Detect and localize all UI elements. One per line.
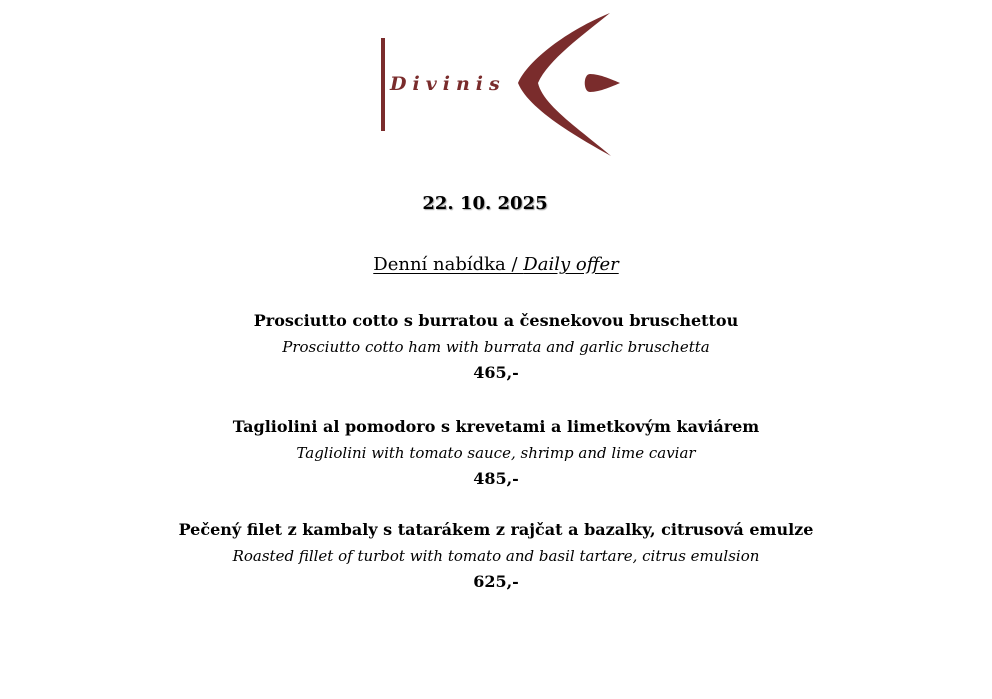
menu-heading [0,254,992,275]
item-price: 485,- [473,469,519,488]
menu-item-2 [0,414,992,492]
menu-item-1 [0,308,992,386]
item-name: Prosciutto cotto s burratou a česnekovou bruschettou [253,311,739,330]
heading-cz: Denní nabídka / [373,254,524,275]
logo-bar [381,38,385,131]
item-price: 625,- [473,572,519,591]
item-name: Tagliolini al pomodoro s krevetami a limetkovým kaviárem [232,417,760,436]
divinis-logo [378,10,623,160]
menu-date: 22. 10. 2025 [422,193,548,214]
item-description: Prosciutto cotto ham with burrata and garlic bruschetta [282,338,710,356]
item-name: Pečený filet z kambaly s tatarákem z rajčat a bazalky, citrusová emulze [178,520,814,539]
item-description: Tagliolini with tomato sauce, shrimp and lime caviar [296,444,696,462]
logo-drop [585,74,620,92]
item-price: 465,- [473,363,519,382]
heading-en: Daily offer [523,254,619,275]
item-description: Roasted fillet of turbot with tomato and basil tartare, citrus emulsion [232,547,760,565]
logo-wordmark: Divinis [390,73,506,95]
menu-item-3 [0,517,992,595]
logo-graphic [378,10,623,160]
